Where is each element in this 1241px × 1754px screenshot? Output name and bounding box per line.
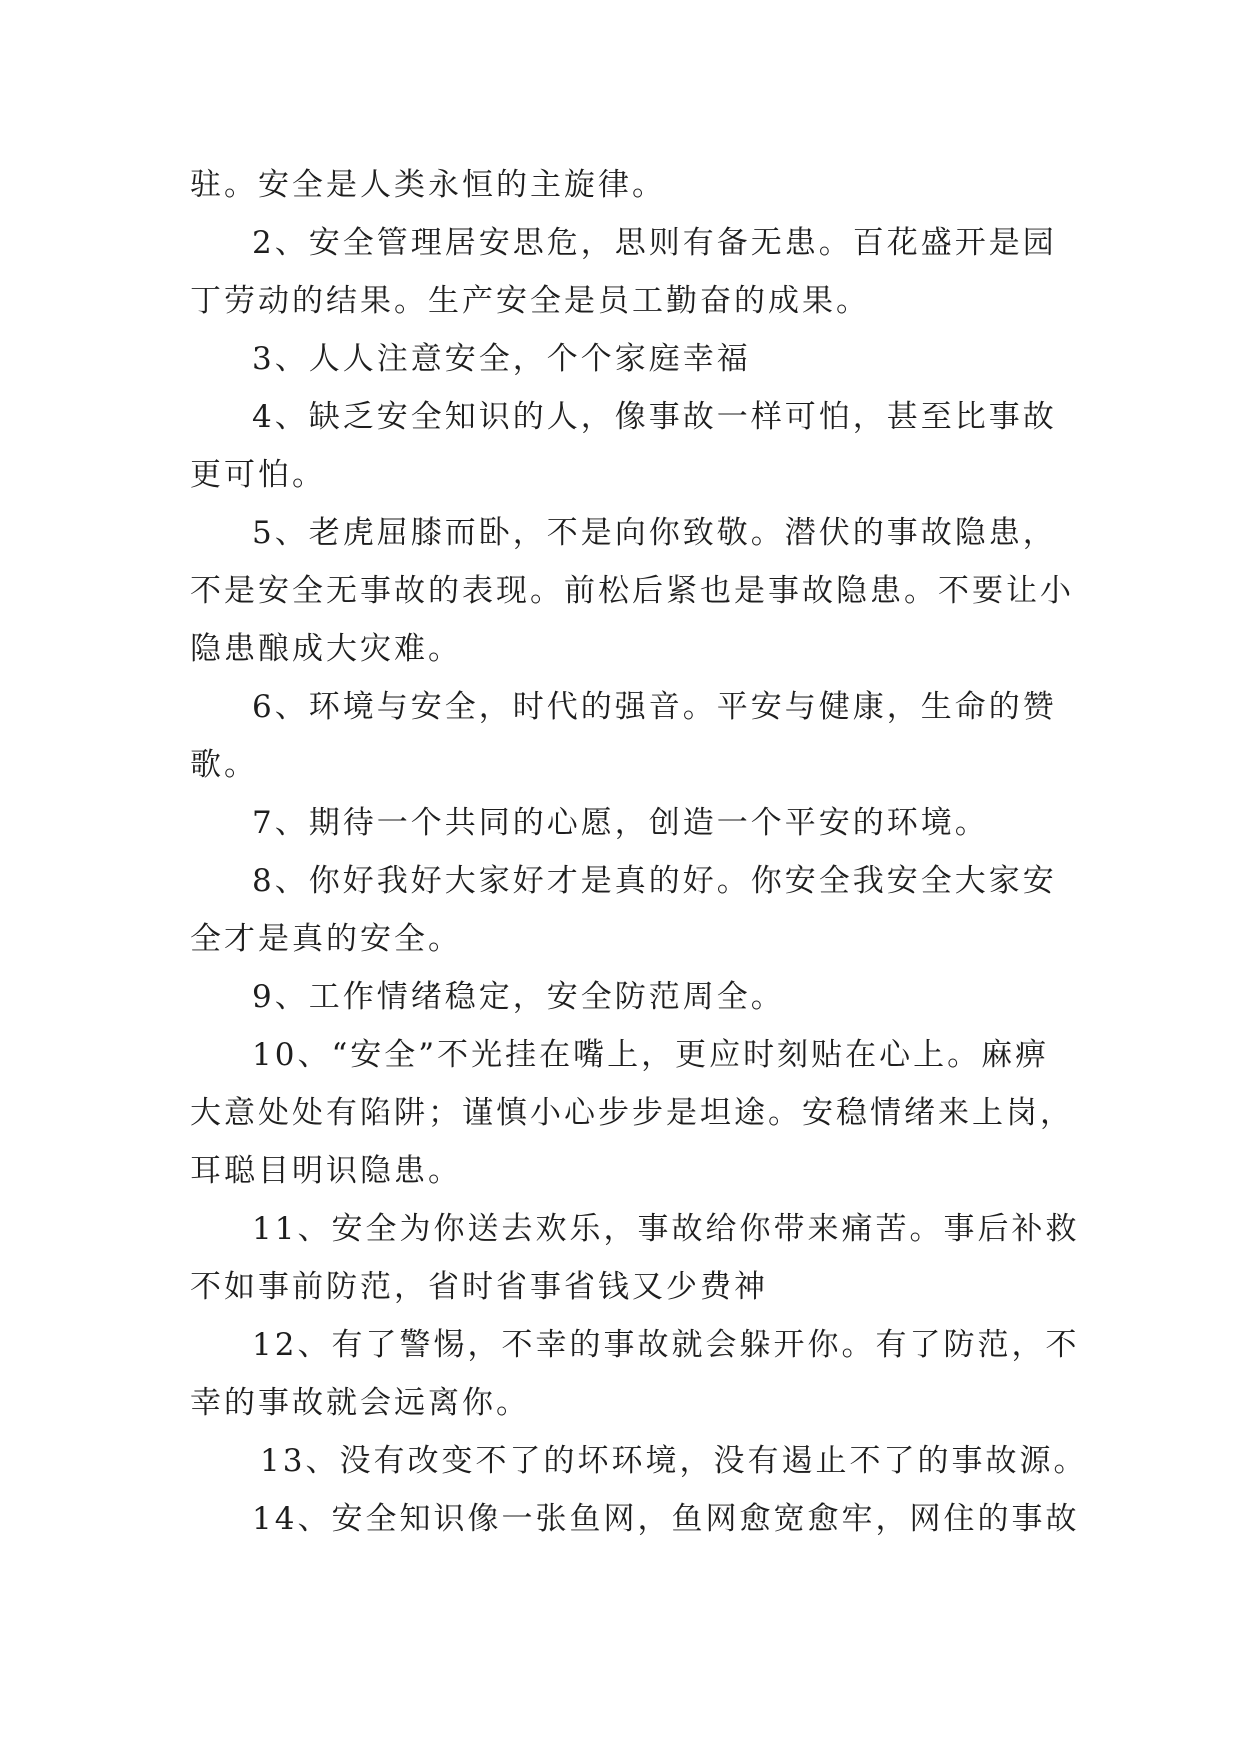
text-line: 14、安全知识像一张鱼网，鱼网愈宽愈牢，网住的事故 xyxy=(252,1501,1080,1537)
text-line: 7、期待一个共同的心愿，创造一个平安的环境。 xyxy=(252,805,989,841)
text-line: 更可怕。 xyxy=(190,457,326,493)
text-line: 隐患酿成大灾难。 xyxy=(190,631,462,667)
text-line: 全才是真的安全。 xyxy=(190,921,462,957)
text-line: 6、环境与安全，时代的强音。平安与健康，生命的赞 xyxy=(252,689,1057,725)
text-line: 12、有了警惕，不幸的事故就会躲开你。有了防范，不 xyxy=(252,1327,1080,1363)
text-line: 大意处处有陷阱；谨慎小心步步是坦途。安稳情绪来上岗， xyxy=(190,1095,1074,1131)
text-line: 9、工作情绪稳定，安全防范周全。 xyxy=(252,979,785,1015)
text-line: 驻。安全是人类永恒的主旋律。 xyxy=(190,167,666,203)
text-line: 耳聪目明识隐患。 xyxy=(190,1153,462,1189)
text-line: 幸的事故就会远离你。 xyxy=(190,1385,530,1421)
text-line: 11、安全为你送去欢乐，事故给你带来痛苦。事后补救 xyxy=(252,1211,1080,1247)
text-line: 4、缺乏安全知识的人，像事故一样可怕，甚至比事故 xyxy=(252,399,1057,435)
document-body xyxy=(190,156,1088,1548)
text-line: 歌。 xyxy=(190,747,258,783)
text-line: 丁劳动的结果。生产安全是员工勤奋的成果。 xyxy=(190,283,870,319)
text-line: 2、安全管理居安思危，思则有备无患。百花盛开是园 xyxy=(252,225,1057,261)
text-line: 3、人人注意安全，个个家庭幸福 xyxy=(252,341,751,377)
text-line: 13、没有改变不了的坏环境，没有遏止不了的事故源。 xyxy=(260,1443,1088,1479)
text-line: 5、老虎屈膝而卧，不是向你致敬。潜伏的事故隐患， xyxy=(252,515,1057,551)
text-line: 8、你好我好大家好才是真的好。你安全我安全大家安 xyxy=(252,863,1057,899)
text-line: 不是安全无事故的表现。前松后紧也是事故隐患。不要让小 xyxy=(190,573,1074,609)
text-line: 10、“安全”不光挂在嘴上，更应时刻贴在心上。麻痹 xyxy=(252,1037,1050,1073)
text-line: 不如事前防范，省时省事省钱又少费神 xyxy=(190,1269,768,1305)
